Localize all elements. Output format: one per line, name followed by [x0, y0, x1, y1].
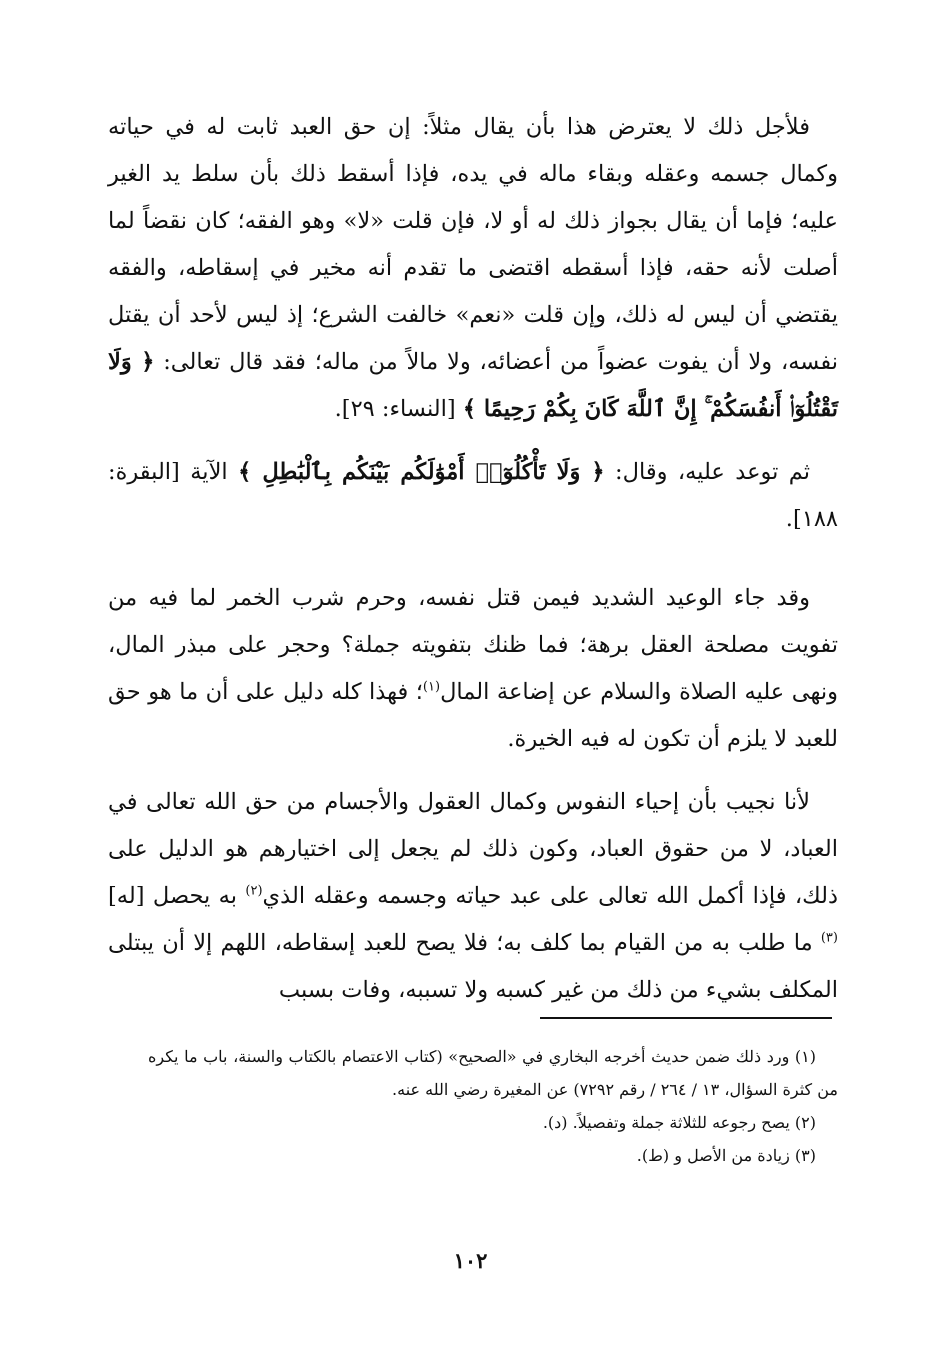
footnote-marker-2[interactable]: (٢) [245, 883, 263, 899]
paragraph-3-text: وقد جاء الوعيد الشديد فيمن قتل نفسه، وحرم شرب الخمر لما فيه من تفويت مصلحة العقل برهة؛ فما ظنك بتفويته جملة؟ وحجر على مبذر المال، ونهى عليه الصلاة والسلام عن إضاعة المال [108, 585, 838, 705]
footnote-marker-1[interactable]: (١) [422, 679, 441, 695]
editorial-insert: [له] [108, 883, 145, 909]
paragraph-3-tail: ؛ فهذا كله دليل على أن ما هو حق للعبد لا يلزم أن تكون له فيه الخيرة. [108, 679, 838, 752]
verse-reference-baqara: الآية [البقرة: ١٨٨]. [108, 459, 838, 532]
footnote-separator [540, 1017, 832, 1019]
quran-verse-baqara: ﴿ وَلَا تَأْكُلُوٓا۟ أَمْوَٰلَكُم بَيْنَكُم بِٱلْبَٰطِلِ ﴾ [238, 459, 605, 485]
footnote-2: (٢) يصح رجوعه للثلاثة جملة وتفصيلاً. (د). [542, 1113, 816, 1132]
paragraph-1 [108, 104, 838, 433]
paragraph-4 [108, 779, 838, 1014]
paragraph-4-text: لأنا نجيب بأن إحياء النفوس وكمال العقول والأجسام من حق الله تعالى في العباد، لا من حقوق العباد، وكون ذلك لم يجعل إلى اختيارهم هو الدليل على ذلك، فإذا أكمل الله تعالى على عبد حياته وجسمه وعقله الذي [108, 789, 839, 909]
footnote-3: (٣) زيادة من الأصل و (ط). [636, 1146, 816, 1165]
page-number: ١٠٢ [453, 1248, 488, 1273]
footnote-1: (١) ورد ذلك ضمن حديث أخرجه البخاري في «الصحيح» (كتاب الاعتصام بالكتاب والسنة، باب ما يكره من كثرة السؤال، ١٣ / ٢٦٤ / رقم ٧٢٩٢) عن المغيرة رضي الله عنه. [148, 1047, 838, 1099]
paragraph-2-text: ثم توعد عليه، وقال: [615, 459, 811, 485]
paragraph-4-tail: ما طلب به من القيام بما كلف به؛ فلا يصح للعبد إسقاطه، اللهم إلا أن يبتلى المكلف بشيء من ذلك من غير كسبه ولا تسببه، وفات بسبب [108, 930, 838, 1003]
paragraph-4-mid: به يحصل [152, 883, 237, 909]
quran-verse-nisa: ﴿ وَلَا تَقْتُلُوٓا۟ أَنفُسَكُمْ ۚ إِنَّ ٱللَّهَ كَانَ بِكُمْ رَحِيمًا ﴾ [108, 349, 838, 422]
paragraph-3 [108, 575, 838, 763]
footnotes [148, 1040, 838, 1172]
paragraph-1-text: فلأجل ذلك لا يعترض هذا بأن يقال مثلاً: إن حق العبد ثابت له في حياته وكمال جسمه وعقله وبقاء ماله في يده، فإذا أسقط ذلك بأن سلط يد الغير عليه؛ فإما أن يقال بجواز ذلك له أو لا، فإن قلت «لا» وهو الفقه؛ كان نقضاً لما أصلت لأنه حقه، فإذا أسقطه اقتضى ما تقدم أنه مخير في إسقاطه، والفقه يقتضي أن ليس له ذلك، وإن قلت «نعم» خالفت الشرع؛ إذ ليس لأحد أن يقتل نفسه، ولا أن يفوت عضواً من أعضائه، ولا مالاً من ماله؛ فقد قال تعالى: [108, 114, 838, 375]
footnote-marker-3[interactable]: (٣) [820, 930, 838, 946]
verse-reference-nisa: [النساء: ٢٩]. [334, 396, 456, 422]
main-text [108, 104, 838, 1030]
paragraph-2 [108, 449, 838, 543]
